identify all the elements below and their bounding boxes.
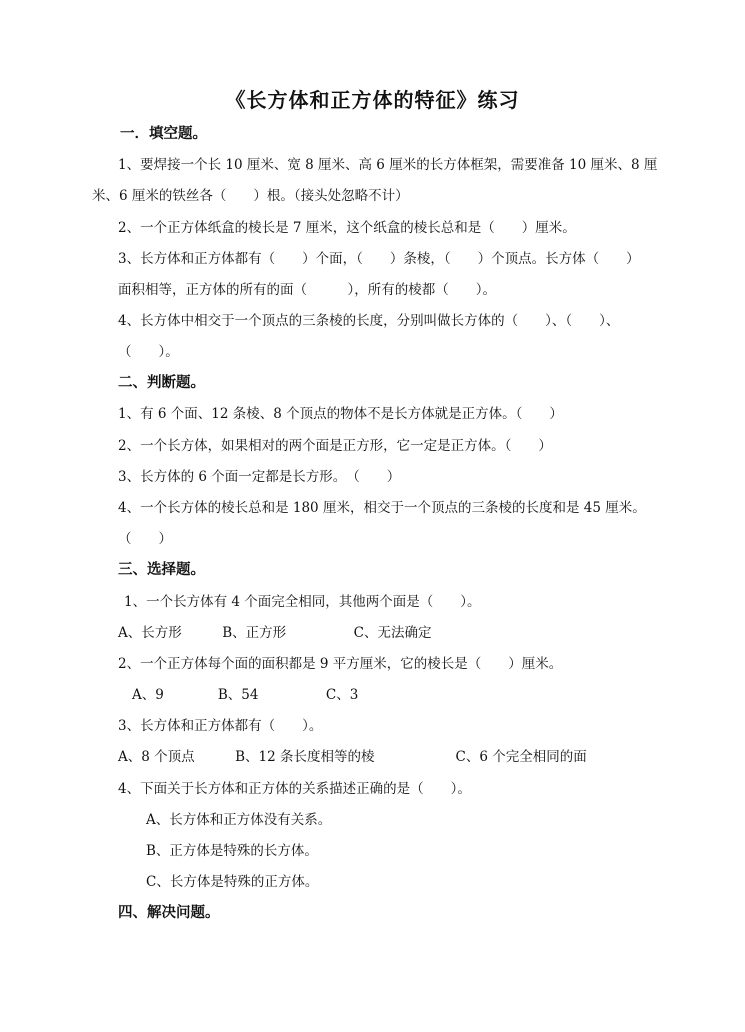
question-line: 3、长方体和正方体都有（ ）。 — [118, 718, 323, 734]
question-line: 2、一个正方体每个面的面积都是 9 平方厘米，它的棱长是（ ）厘米。 — [118, 656, 563, 672]
question-line: 2、一个长方体，如果相对的两个面是正方形，它一定是正方体。（ ） — [118, 438, 552, 454]
choice-line: B、正方体是特殊的长方体。 — [146, 843, 318, 859]
document-title: 《长方体和正方体的特征》练习 — [225, 88, 520, 112]
section-heading-true-false: 二、判断题。 — [118, 374, 205, 391]
question-line: 1、有 6 个面、12 条棱、8 个顶点的物体不是长方体就是正方体。（ ） — [118, 406, 563, 422]
choice-line: C、长方体是特殊的正方体。 — [146, 874, 319, 890]
choice-line: A、8 个顶点 B、12 条长度相等的棱 C、6 个完全相同的面 — [118, 749, 587, 765]
question-line: （ ） — [118, 531, 172, 547]
section-heading-multiple-choice: 三、选择题。 — [118, 561, 205, 578]
question-line: 4、下面关于长方体和正方体的关系描述正确的是（ ）。 — [118, 781, 471, 797]
choice-line: A、长方体和正方体没有关系。 — [146, 812, 332, 828]
question-line: 4、长方体中相交于一个顶点的三条棱的长度，分别叫做长方体的（ ）、（ ）、 — [118, 313, 620, 329]
section-heading-fill-in: 一．填空题。 — [120, 125, 207, 142]
question-line: 2、一个正方体纸盒的棱长是 7 厘米，这个纸盒的棱长总和是（ ）厘米。 — [118, 220, 576, 236]
question-line: 3、长方体和正方体都有（ ）个面，（ ）条棱，（ ）个顶点。长方体（ ） — [118, 251, 640, 267]
question-line: 1、要焊接一个长 10 厘米、宽 8 厘米、高 6 厘米的长方体框架，需要准备 10 厘米、8 厘 — [118, 157, 658, 173]
section-heading-word-problems: 四、解决问题。 — [118, 904, 220, 921]
question-line: 1、一个长方体有 4 个面完全相同，其他两个面是（ ）。 — [124, 594, 481, 610]
choice-line: A、9 B、54 C、3 — [132, 687, 359, 703]
question-line: 米、6 厘米的铁丝各（ ）根。（接头处忽略不计） — [92, 188, 409, 204]
question-line: 面积相等，正方体的所有的面（ ），所有的棱都（ ）。 — [118, 282, 496, 298]
question-line: 3、长方体的 6 个面一定都是长方形。 （ ） — [118, 469, 401, 485]
question-line: 4、一个长方体的棱长总和是 180 厘米，相交于一个顶点的三条棱的长度和是 45 厘米。 — [118, 500, 646, 516]
question-line: （ ）。 — [118, 344, 179, 360]
choice-line: A、长方形 B、正方形 C、无法确定 — [118, 625, 432, 641]
